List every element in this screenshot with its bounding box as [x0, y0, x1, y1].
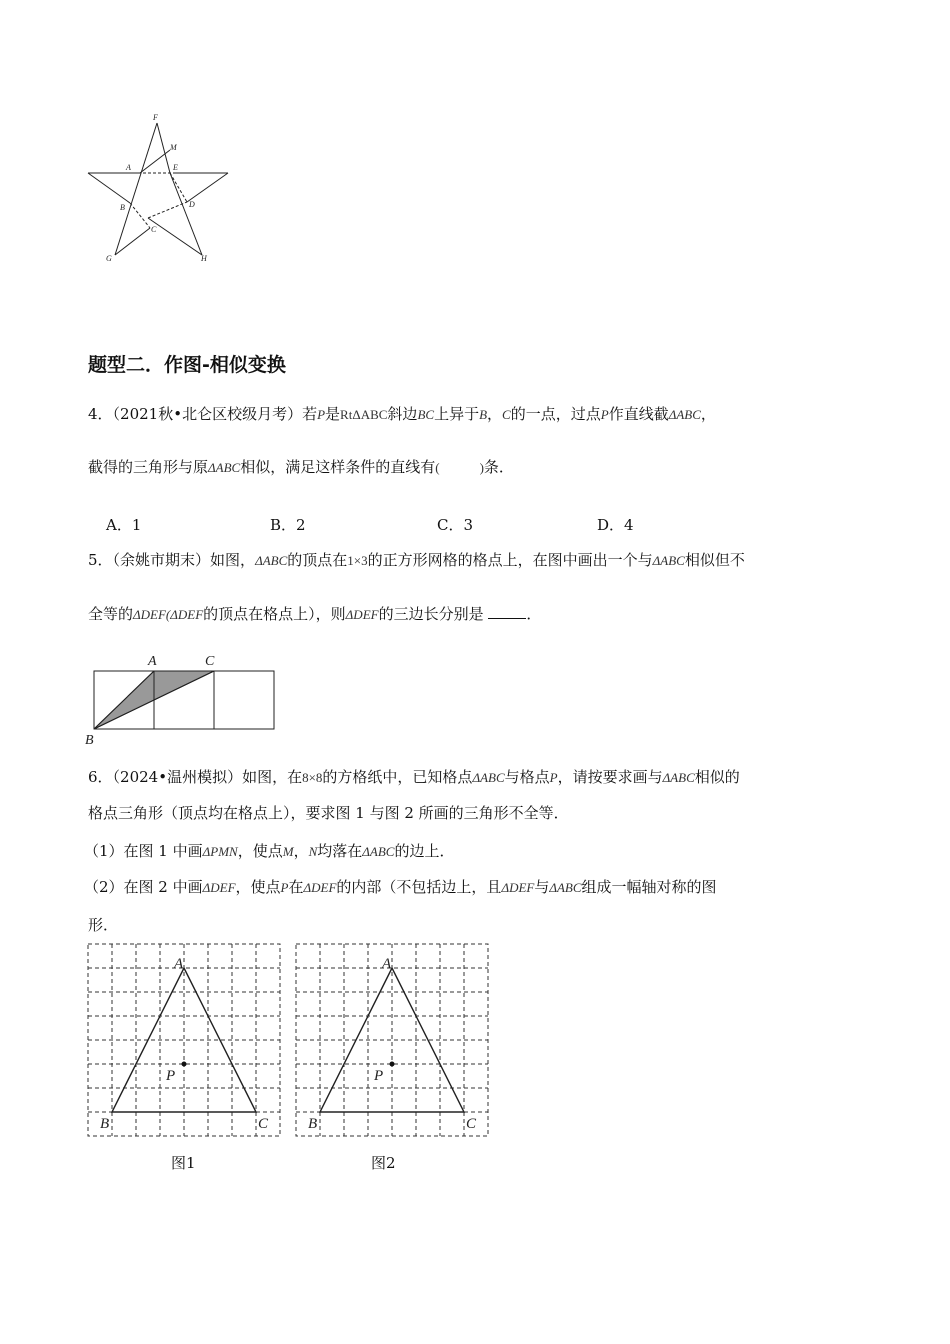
star-label-a: A: [126, 163, 131, 172]
fig2-label-c: C: [466, 1116, 477, 1132]
q4-option-d[interactable]: D．4: [597, 516, 634, 534]
q6-figure-1: [86, 942, 286, 1138]
q5-label-b: B: [85, 733, 94, 748]
star-label-e: E: [173, 163, 178, 172]
q6-sub1: （1）在图 1 中画ΔPMN，使点M，N均落在ΔABC的边上．: [84, 842, 455, 860]
fig2-label-a: A: [382, 956, 392, 972]
q4-option-a[interactable]: A．1: [106, 516, 142, 534]
q4-line1: 4．（2021秋•北仑区校级月考）若P是RtΔABC斜边BC上异于B，C的一点，过点P作直线截ΔABC，: [88, 405, 716, 423]
section-title: 题型二．作图-相似变换: [88, 354, 286, 376]
q5-line1: 5．（余姚市期末）如图，ΔABC的顶点在1×3的正方形网格的格点上，在图中画出一个与ΔABC相似但不: [88, 551, 745, 569]
star-label-d: D: [189, 200, 195, 209]
q6-sub2: （2）在图 2 中画ΔDEF，使点P在ΔDEF的内部（不包括边上，且ΔDEF与ΔABC组成一幅轴对称的图: [84, 878, 717, 896]
q6-line2: 格点三角形（顶点均在格点上），要求图 1 与图 2 所画的三角形不全等．: [88, 804, 569, 822]
q6-line1: 6．（2024•温州模拟）如图，在8×8的方格纸中，已知格点ΔABC与格点P，请按要求画与ΔABC相似的: [88, 768, 740, 786]
q5-line2: 全等的ΔDEF(ΔDEF的顶点在格点上），则ΔDEF的三边长分别是 ．: [88, 605, 542, 623]
fig1-label-a: A: [174, 956, 184, 972]
q5-label-a: A: [148, 654, 157, 669]
q5-label-c: C: [205, 654, 215, 669]
q6-figure-2: [294, 942, 494, 1138]
q5-answer-blank[interactable]: [488, 604, 526, 619]
star-label-h: H: [201, 254, 207, 263]
q6-line-last: 形．: [88, 916, 119, 934]
fig1-label-b: B: [100, 1116, 110, 1132]
star-label-g: G: [106, 254, 112, 263]
fig1-label-c: C: [258, 1116, 269, 1132]
star-label-b: B: [120, 203, 125, 212]
q5-grid-figure: [82, 650, 282, 750]
star-label-m: M: [170, 143, 177, 152]
q4-option-b[interactable]: B．2: [270, 516, 306, 534]
star-label-f: F: [153, 113, 158, 122]
fig1-caption: 图1: [171, 1154, 196, 1172]
fig2-label-b: B: [308, 1116, 318, 1132]
fig2-label-p: P: [374, 1068, 384, 1084]
fig2-caption: 图2: [371, 1154, 396, 1172]
fig1-label-p: P: [166, 1068, 176, 1084]
q4-line2: 截得的三角形与原ΔABC相似，满足这样条件的直线有( )条．: [88, 458, 514, 476]
q4-option-c[interactable]: C．3: [437, 516, 474, 534]
star-label-c: C: [151, 225, 157, 234]
star-figure: [80, 108, 240, 268]
